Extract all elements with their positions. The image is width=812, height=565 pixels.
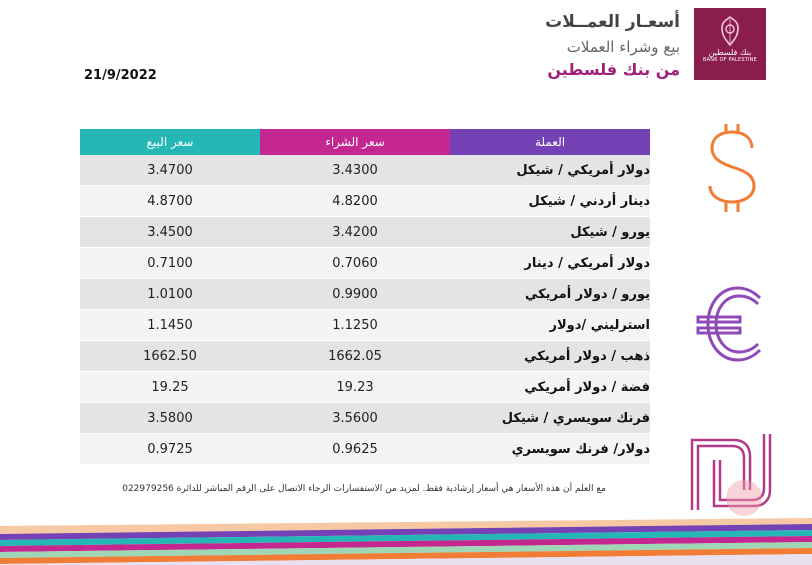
buy-rate: 0.7060 [260, 248, 450, 279]
currency-pair: يورو / شيكل [450, 217, 650, 248]
currency-pair: فرنك سويسري / شيكل [450, 403, 650, 434]
table-row [80, 217, 650, 248]
currency-pair: فضة / دولار أمريكي [450, 372, 650, 403]
disclaimer-note: مع العلم أن هذه الأسعار هي أسعار إرشادية فقط. لمزيد من الاستفسارات الرجاء الاتصال على الرقم المباشر للدائرة 022979256 [122, 484, 606, 494]
bank-emblem-icon [719, 16, 741, 46]
sell-rate: 0.7100 [80, 248, 260, 279]
sell-rate: 1.1450 [80, 310, 260, 341]
sell-rate: 3.4700 [80, 155, 260, 186]
table-row [80, 372, 650, 403]
currency-pair: ذهب / دولار أمريكي [450, 341, 650, 372]
table-row [80, 155, 650, 186]
table-row [80, 341, 650, 372]
sell-rate: 0.9725 [80, 434, 260, 465]
bank-logo [694, 8, 766, 80]
sell-rate: 19.25 [80, 372, 260, 403]
dollar-icon [700, 122, 764, 214]
currency-pair: يورو / دولار أمريكي [450, 279, 650, 310]
logo-arabic-text: بنك فلسطين [708, 48, 752, 57]
date-label: 21/9/2022 [84, 68, 157, 83]
table-row [80, 310, 650, 341]
buy-rate: 19.23 [260, 372, 450, 403]
buy-rate: 1.1250 [260, 310, 450, 341]
buy-rate: 4.8200 [260, 186, 450, 217]
buy-rate: 0.9625 [260, 434, 450, 465]
currency-pair: استرليني /دولار [450, 310, 650, 341]
table-row [80, 434, 650, 465]
buy-rate: 1662.05 [260, 341, 450, 372]
currency-pair: دينار أردني / شيكل [450, 186, 650, 217]
buy-rate: 0.9900 [260, 279, 450, 310]
sell-rate: 3.5800 [80, 403, 260, 434]
currency-pair: دولار/ فرنك سويسري [450, 434, 650, 465]
table-row [80, 403, 650, 434]
currency-pair: دولار أمريكي / دينار [450, 248, 650, 279]
bank-tagline: من بنك فلسطين [547, 60, 680, 79]
table-row [80, 248, 650, 279]
logo-english-text: BANK OF PALESTINE [703, 57, 757, 63]
page-title: أسعـار العمــلات [545, 12, 680, 32]
sell-rate: 3.4500 [80, 217, 260, 248]
decorative-stripes [0, 518, 812, 565]
buy-rate: 3.5600 [260, 403, 450, 434]
page-subtitle: بيع وشراء العملات [566, 38, 680, 56]
table-row [80, 186, 650, 217]
sell-rate: 4.8700 [80, 186, 260, 217]
header-currency: العملة [450, 129, 650, 155]
table-row [80, 279, 650, 310]
buy-rate: 3.4300 [260, 155, 450, 186]
sell-rate: 1.0100 [80, 279, 260, 310]
sell-rate: 1662.50 [80, 341, 260, 372]
header-sell-rate: سعر البيع [80, 129, 260, 155]
table-header-row [80, 129, 650, 155]
exchange-rates-table [80, 129, 650, 465]
header-buy-rate: سعر الشراء [260, 129, 450, 155]
shekel-icon [684, 430, 776, 520]
buy-rate: 3.4200 [260, 217, 450, 248]
currency-pair: دولار أمريكي / شيكل [450, 155, 650, 186]
euro-icon [696, 284, 768, 364]
